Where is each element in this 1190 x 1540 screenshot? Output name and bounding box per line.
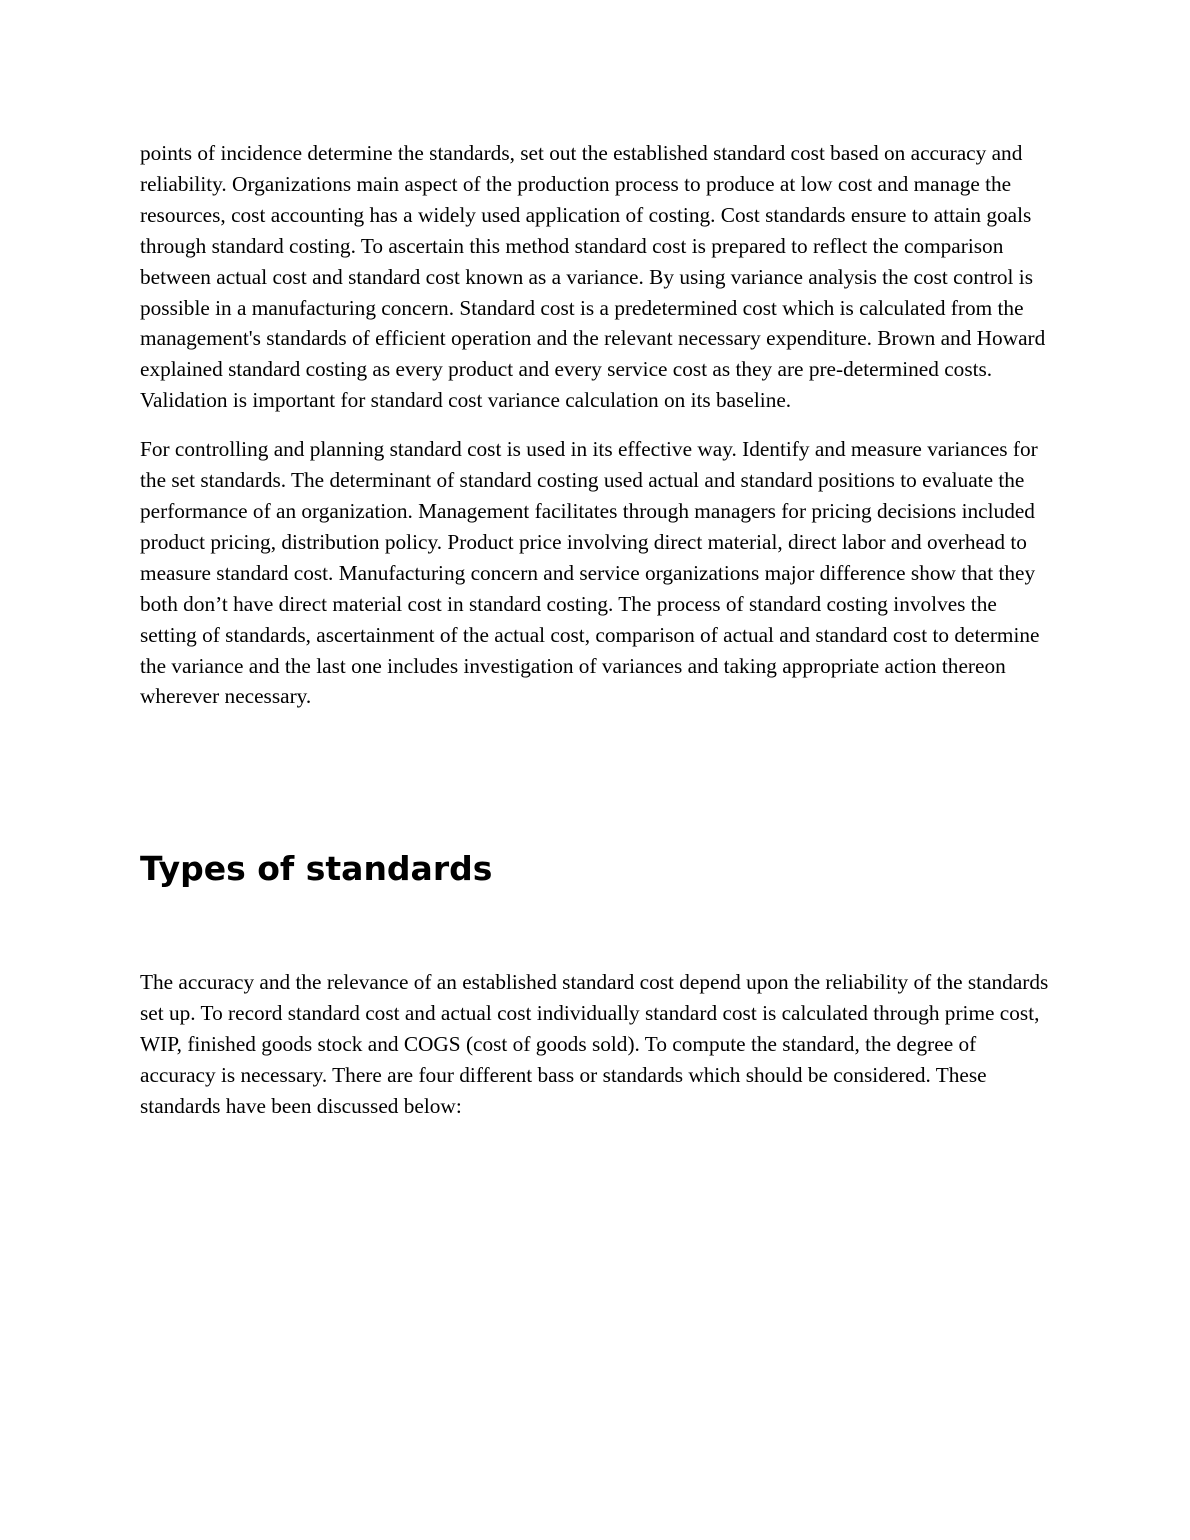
paragraph-types-of-standards: The accuracy and the relevance of an established standard cost depend upon the reliability of the standards set up. To record standard cost and actual cost individually standard cost is calculated through prime cost, WIP, finished goods stock and COGS (cost of goods sold). To compute the standard, the degree of accuracy is necessary. There are four different bass or standards which should be considered. These standards have been discussed below:	[140, 970, 1049, 1118]
section-heading: Types of standards	[140, 849, 493, 888]
paragraph-standard-cost-intro: points of incidence determine the standards, set out the established standard cost based on accuracy and reliability. Organizations main aspect of the production process to produce at low cost and manage the resources, cost accounting has a widely used application of costing. Cost standards ensure to attain goals through standard costing. To ascertain this method standard cost is prepared to reflect the comparison between actual cost and standard cost known as a variance. By using variance analysis the cost control is possible in a manufacturing concern. Standard cost is a predetermined cost which is calculated from the management's standards of efficient operation and the relevant necessary expenditure. Brown and Howard explained standard costing as every product and every service cost as they are pre-determined costs. Validation is important for standard cost variance calculation on its baseline.	[140, 141, 1046, 413]
paragraph-controlling-planning: For controlling and planning standard cost is used in its effective way. Identify and measure variances for the set standards. The determinant of standard costing used actual and standard positions to evaluate the performance of an organization. Management facilitates through managers for pricing decisions included product pricing, distribution policy. Product price involving direct material, direct labor and overhead to measure standard cost. Manufacturing concern and service organizations major difference show that they both don’t have direct material cost in standard costing. The process of standard costing involves the setting of standards, ascertainment of the actual cost, comparison of actual and standard cost to determine the variance and the last one includes investigation of variances and taking appropriate action thereon wherever necessary.	[140, 437, 1040, 709]
body-text-top	[140, 138, 1052, 712]
body-text-bottom	[140, 967, 1052, 1122]
